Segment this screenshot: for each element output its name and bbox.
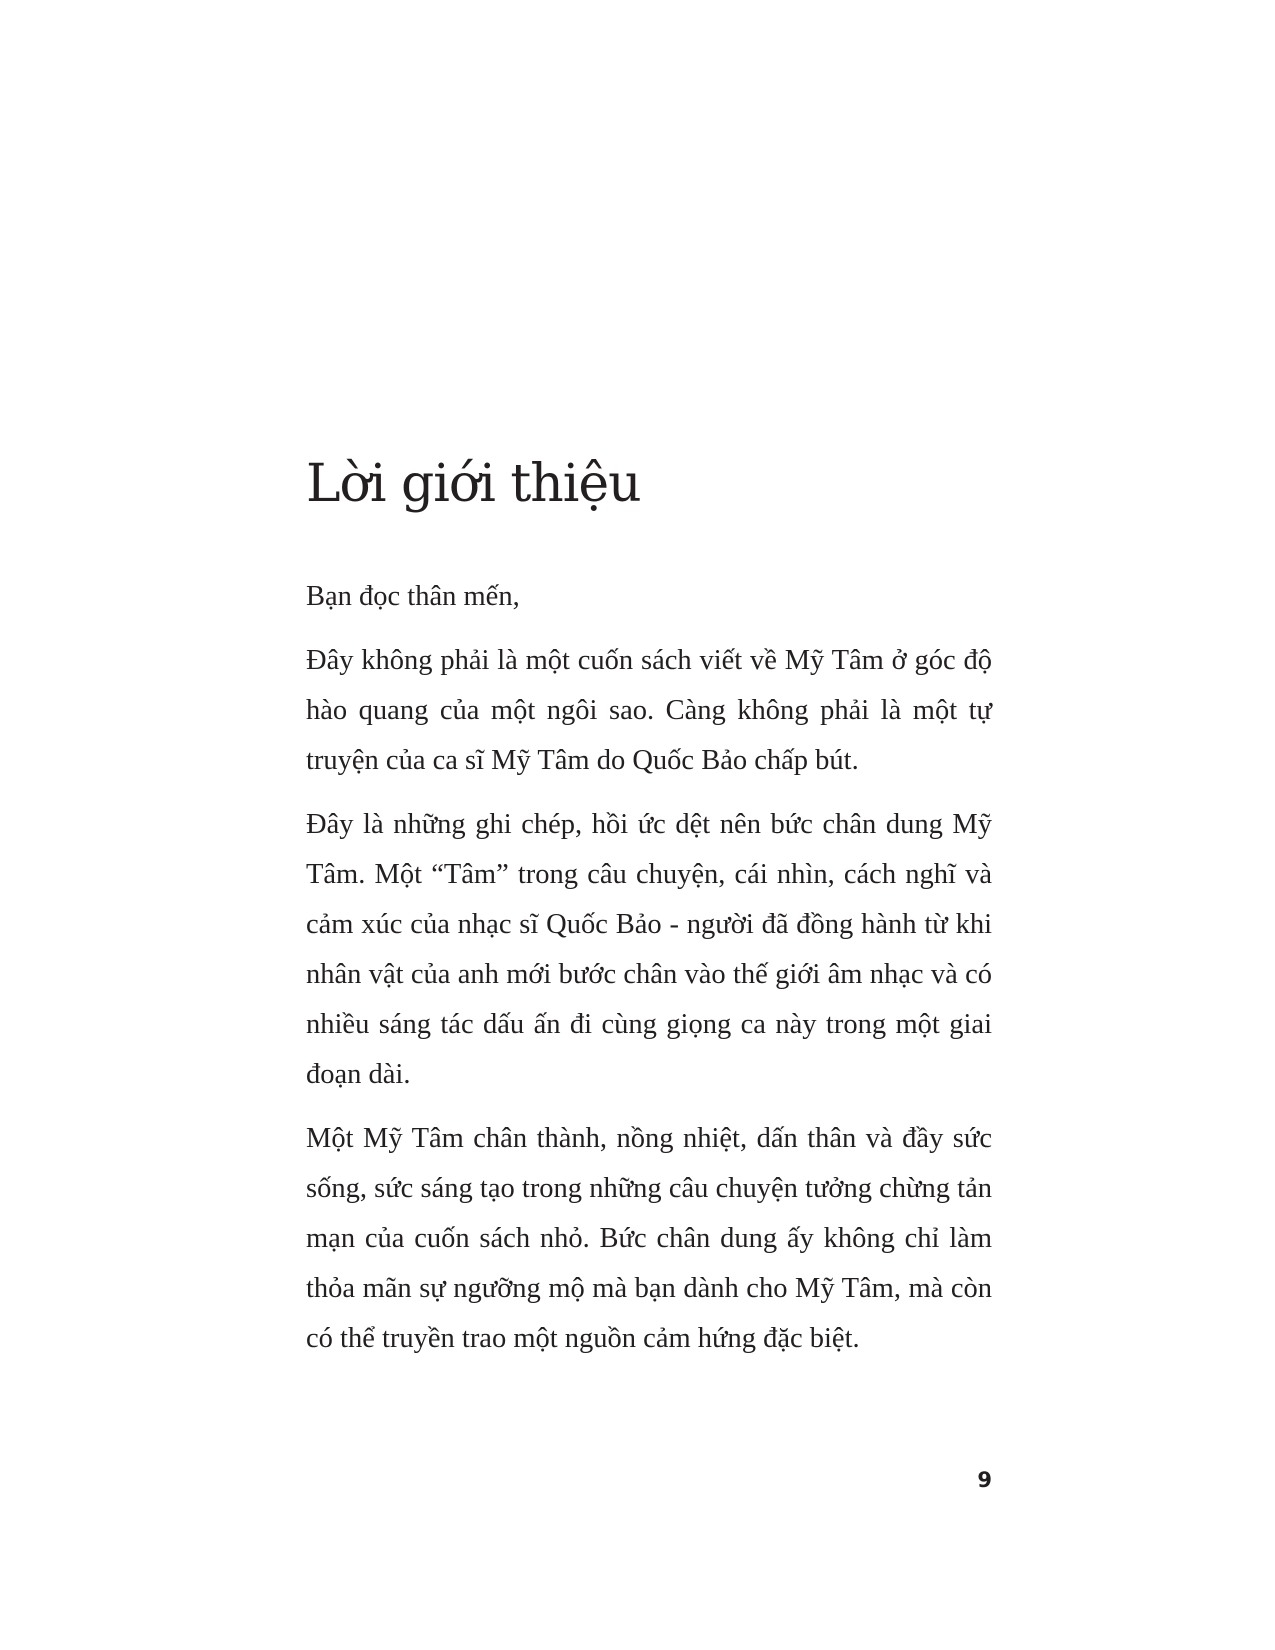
chapter-title: Lời giới thiệu xyxy=(306,454,641,514)
paragraph-2: Đây là những ghi chép, hồi ức dệt nên bức chân dung Mỹ Tâm. Một “Tâm” trong câu chuyện, cái nhìn, cách nghĩ và cảm xúc của nhạc sĩ Quốc Bảo - người đã đồng hành từ khi nhân vật của anh mới bước chân vào thế giới âm nhạc và có nhiều sáng tác dấu ấn đi cùng giọng ca này trong một giai đoạn dài. xyxy=(306,809,992,1090)
paragraph-3: Một Mỹ Tâm chân thành, nồng nhiệt, dấn thân và đầy sức sống, sức sáng tạo trong những câu chuyện tưởng chừng tản mạn của cuốn sách nhỏ. Bức chân dung ấy không chỉ làm thỏa mãn sự ngưỡng mộ mà bạn dành cho Mỹ Tâm, mà còn có thể truyền trao một nguồn cảm hứng đặc biệt. xyxy=(306,1123,992,1354)
body-text xyxy=(306,572,992,1378)
greeting: Bạn đọc thân mến, xyxy=(306,581,520,612)
page-number: 9 xyxy=(977,1468,992,1492)
paragraph-1: Đây không phải là một cuốn sách viết về Mỹ Tâm ở góc độ hào quang của một ngôi sao. Càng không phải là một tự truyện của ca sĩ Mỹ Tâm do Quốc Bảo chấp bút. xyxy=(306,645,992,776)
